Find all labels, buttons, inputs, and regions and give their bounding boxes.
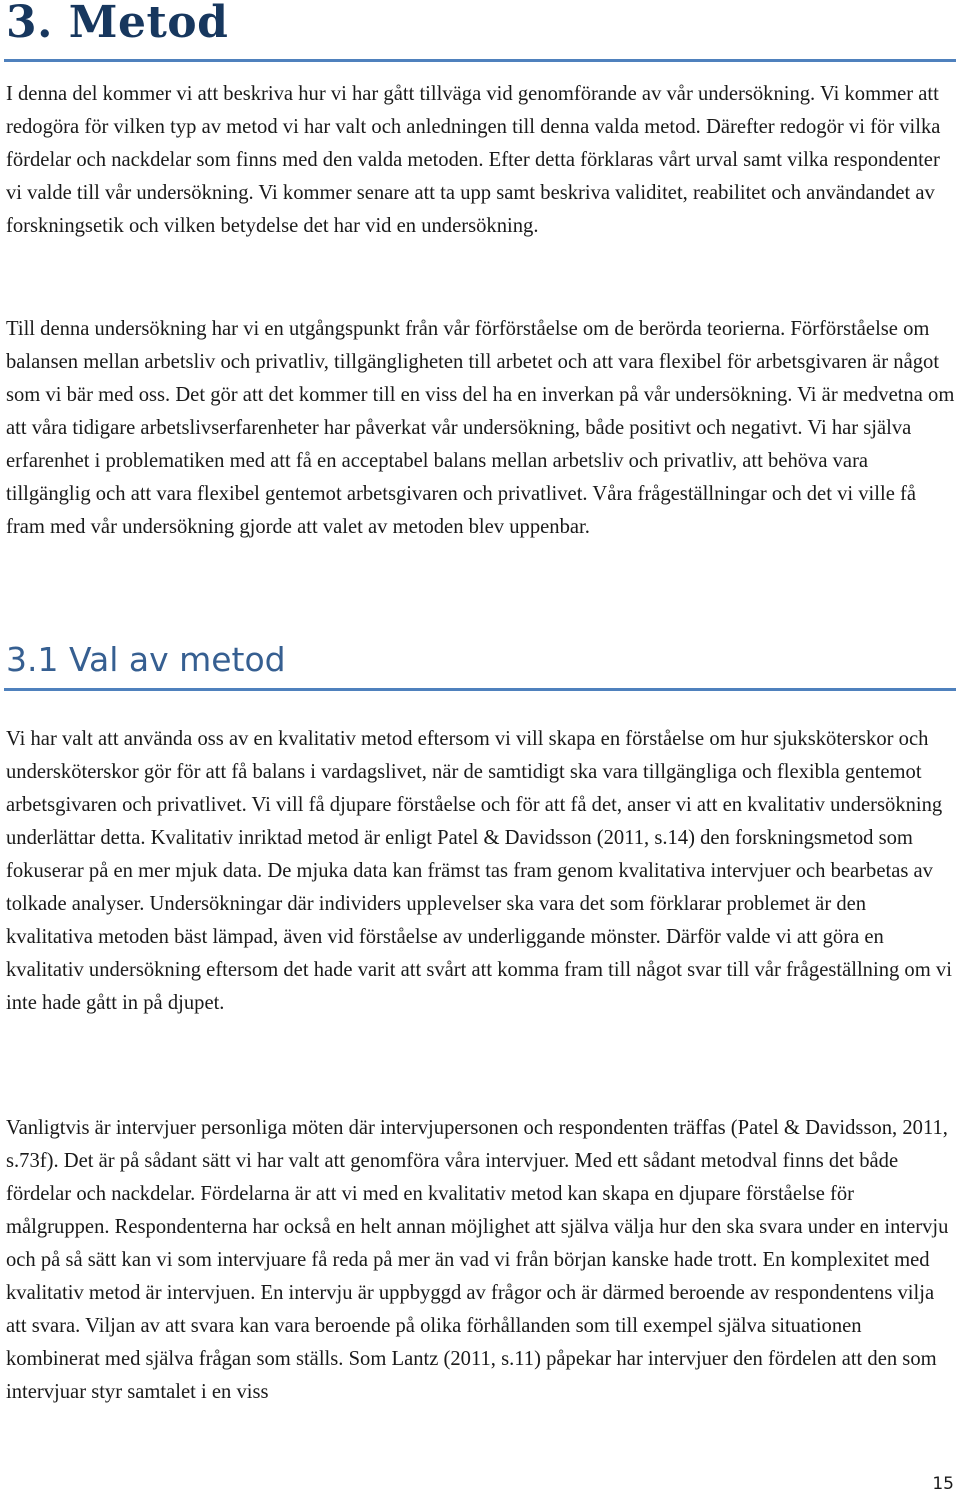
heading-underline xyxy=(4,59,956,62)
page-number: 15 xyxy=(932,1474,954,1494)
body-paragraph: I denna del kommer vi att beskriva hur vi har gått tillväga vid genomförande av vår undersökning. Vi kommer att redogöra för vilken typ av metod vi har valt och anledningen till denna valda metod. Därefter redogör vi för vilka fördelar och nackdelar som finns med den valda metoden. Efter detta förklaras vårt urval samt vilka respondenter vi valde till vår undersökning. Vi kommer senare att ta upp samt beskriva validitet, reabilitet och användandet av forskningsetik och vilken betydelse det har vid en undersökning. xyxy=(6,83,941,237)
body-paragraph: Vanligtvis är intervjuer personliga möten där intervjupersonen och respondenten träffas (Patel & Davidsson, 2011, s.73f). Det är på sådant sätt vi har valt att genomföra våra intervjuer. Med ett sådant metodval finns det både fördelar och nackdelar. Fördelarna är att vi med en kvalitativ metod kan skapa en djupare förståelse för målgruppen. Respondenterna har också en helt annan möjlighet att själva välja hur den ska svara under en intervju och på så sätt kan vi som intervjuare få reda på mer än vad vi från början kanske hade trott. En komplexitet med kvalitativ metod är intervjuen. En intervju är uppbyggd av frågor och är därmed beroende av respondentens vilja att svara. Viljan av att svara kan vara beroende på olika förhållanden som till exempel själva situationen kombinerat med själva frågan som ställs. Som Lantz (2011, s.11) påpekar har intervjuer den fördelen att den som intervjuar styr samtalet i en viss xyxy=(6,1117,949,1403)
body-paragraph: Vi har valt att använda oss av en kvalitativ metod eftersom vi vill skapa en förståelse om hur sjuksköterskor och undersköterskor gör för att få balans i vardagslivet, när de samtidigt ska vara tillgängliga och flexibla gentemot arbetsgivaren och privatlivet. Vi vill få djupare förståelse och för att få det, anser vi att en kvalitativ undersökning underlättar detta. Kvalitativ inriktad metod är enligt Patel & Davidsson (2011, s.14) den forskningsmetod som fokuserar på en mer mjuk data. De mjuka data kan främst tas fram genom kvalitativa intervjuer och bearbetas av tolkade analyser. Undersökningar där individers upplevelser ska vara det som förklarar problemet är den kvalitativa metoden bäst lämpad, även vid förståelse av underliggande mönster. Därför valde vi att göra en kvalitativ undersökning eftersom det hade varit att svårt att komma fram till något svar till vår frågeställning om vi inte hade gått in på djupet. xyxy=(6,728,952,1014)
subheading-underline xyxy=(4,688,956,691)
body-paragraph: Till denna undersökning har vi en utgångspunkt från vår förförståelse om de berörda teorierna. Förförståelse om balansen mellan arbetsliv och privatliv, tillgängligheten till arbetet och att vara flexibel för arbetsgivaren är något som vi bär med oss. Det gör att det kommer till en viss del ha en inverkan på vår undersökning. Vi är medvetna om att våra tidigare arbetslivserfarenheter har påverkat vår undersökning, både positivt och negativt. Vi har själva erfarenhet i problematiken med att få en acceptabel balans mellan arbetsliv och privatliv, att behöva vara tillgänglig och att vara flexibel gentemot arbetsgivaren och privatlivet. Våra frågeställningar och det vi ville få fram med vår undersökning gjorde att valet av metoden blev uppenbar. xyxy=(6,318,955,538)
section-heading: 3. Metod xyxy=(6,0,229,48)
subsection-heading: 3.1 Val av metod xyxy=(6,640,286,679)
